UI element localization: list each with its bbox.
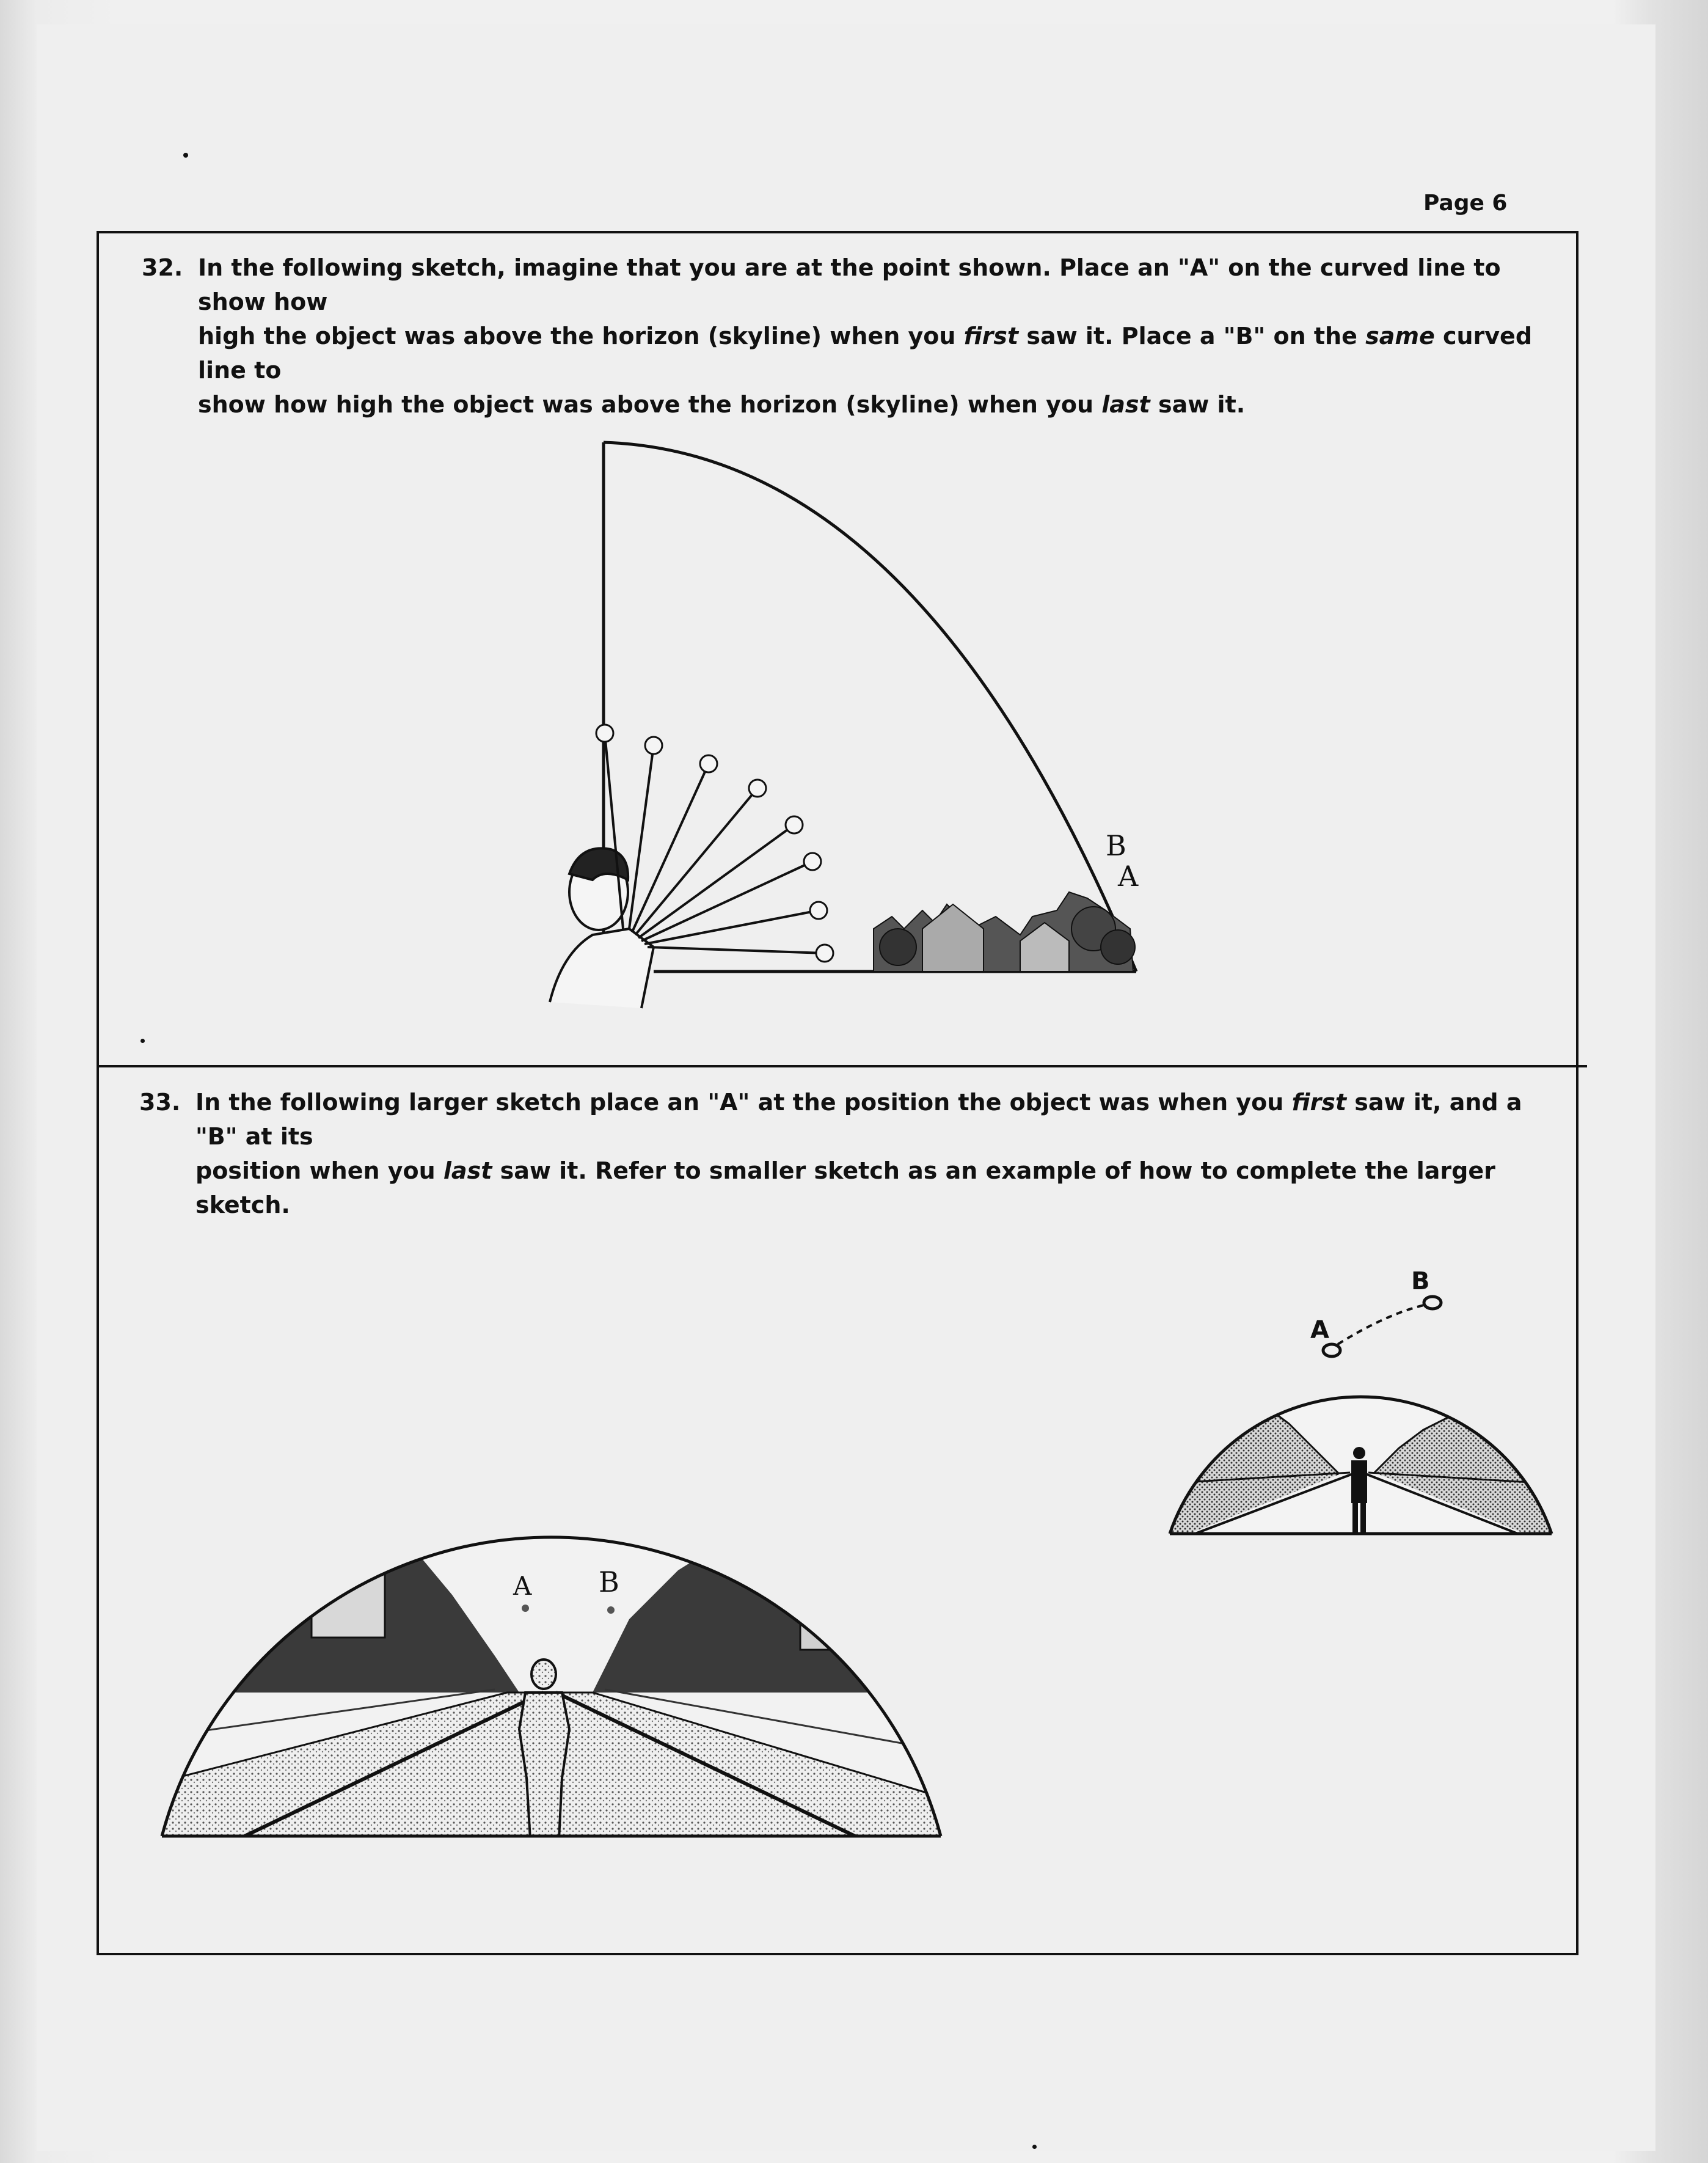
question-32-emphasis-last: last <box>1101 391 1150 418</box>
question-33-line-1-b: saw it, and a "B" at its <box>195 1089 1522 1150</box>
page-number: Page 6 <box>1423 191 1508 216</box>
mark-a: A <box>1118 860 1139 893</box>
question-33-line-2-a: position when you <box>195 1157 443 1184</box>
large-mark-a: A <box>513 1571 532 1601</box>
question-32-line-1: In the following sketch, imagine that you are at the point shown. Place an "A" on the curved line to show how <box>198 254 1501 315</box>
scan-speck <box>183 153 188 158</box>
question-32-line-3-b: saw it. <box>1150 391 1246 418</box>
large-street-sketch <box>128 1253 959 1851</box>
small-object-path <box>1338 1305 1426 1344</box>
question-32-line-2-c: curved line to <box>198 323 1533 384</box>
question-32 <box>142 251 1547 418</box>
question-33-line-1-a: In the following larger sketch place an "A" at the position the object was when you <box>195 1089 1292 1116</box>
large-mark-b-dot <box>607 1606 615 1614</box>
question-33-emphasis-last: last <box>443 1157 492 1184</box>
question-33-line-2-b: saw it. Refer to smaller sketch as an example of how to complete the larger sketch. <box>195 1157 1495 1218</box>
question-33-emphasis-first: first <box>1291 1089 1347 1116</box>
question-33-text <box>195 1085 1569 1222</box>
large-mark-b: B <box>599 1565 619 1598</box>
question-32-line-2 <box>198 319 1547 387</box>
small-mark-a: A <box>1310 1316 1329 1344</box>
scan-speck <box>141 1039 145 1043</box>
skyline-houses <box>874 892 1135 972</box>
question-33-line-1 <box>195 1085 1569 1154</box>
question-32-line-2-b: saw it. Place a "B" on the <box>1018 323 1366 350</box>
section-divider <box>97 1065 1587 1067</box>
question-32-line-3 <box>198 387 1547 422</box>
mark-b: B <box>1106 829 1126 862</box>
question-32-emphasis-same: same <box>1365 323 1435 350</box>
pointing-hands <box>596 725 833 962</box>
large-mark-a-dot <box>522 1605 529 1612</box>
small-example-sketch <box>1142 1246 1570 1552</box>
small-object-a <box>1323 1344 1340 1356</box>
question-33-line-2 <box>195 1154 1569 1222</box>
small-object-b <box>1424 1297 1441 1309</box>
question-32-emphasis-first: first <box>963 323 1019 350</box>
sky-arc <box>604 442 1136 972</box>
small-mark-b: B <box>1411 1267 1430 1295</box>
question-32-text <box>198 251 1547 422</box>
pointing-person <box>550 848 654 1008</box>
quarter-arc-sketch <box>531 428 1155 1014</box>
question-32-line-2-a: high the object was above the horizon (skyline) when you <box>198 323 964 350</box>
question-32-line-3-a: show how high the object was above the horizon (skyline) when you <box>198 391 1102 418</box>
question-33-number: 33. <box>139 1089 181 1116</box>
scan-speck <box>1032 2145 1037 2149</box>
question-32-number: 32. <box>142 254 183 281</box>
question-33 <box>139 1085 1569 1218</box>
